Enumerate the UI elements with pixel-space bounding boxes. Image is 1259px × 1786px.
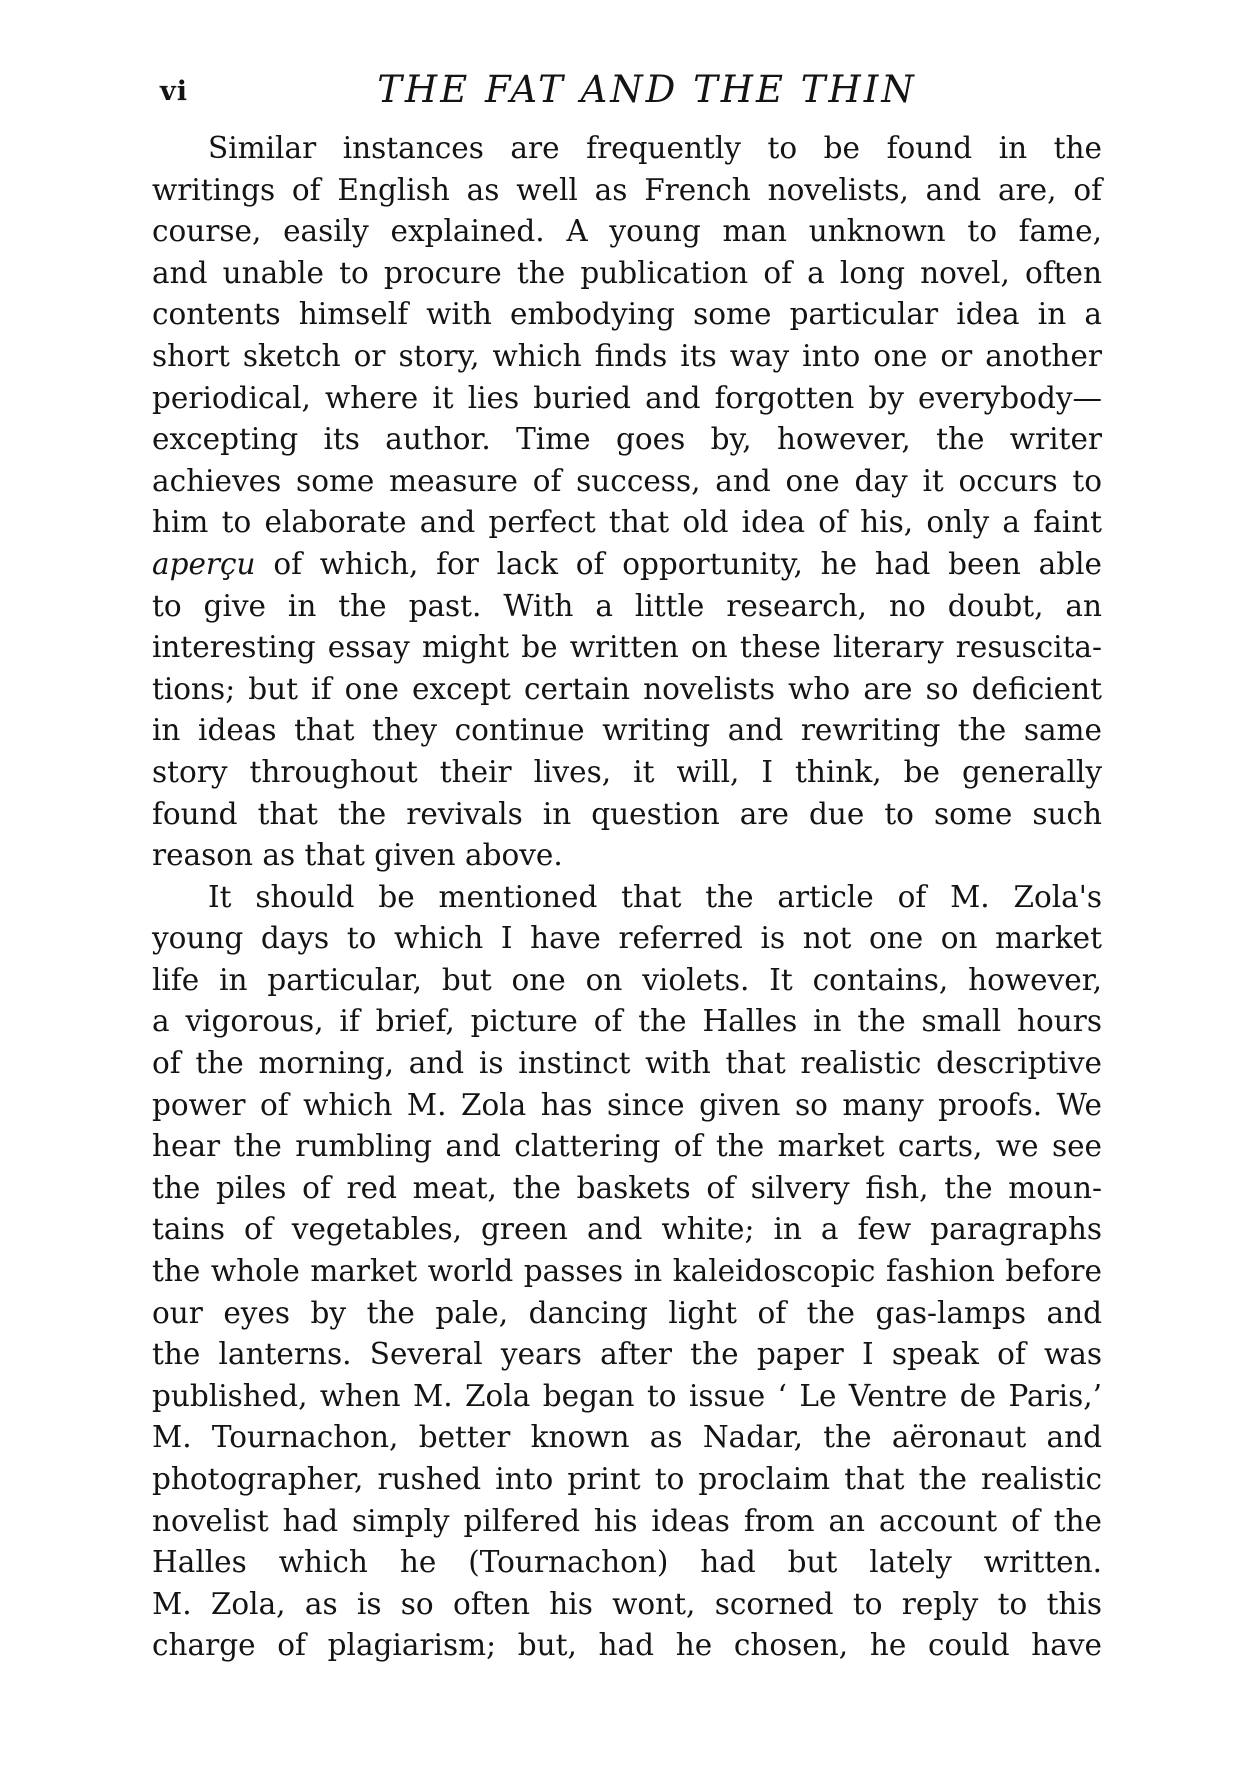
- text-line: and unable to procure the publication of a long novel, often: [152, 255, 1102, 290]
- text-line: periodical, where it lies buried and forgotten by everybody—: [152, 380, 1102, 415]
- text-line: reason as that given above.: [152, 838, 563, 873]
- text-line: course, easily explained. A young man unknown to fame,: [152, 214, 1102, 249]
- text-line: young days to which I have referred is not one on market: [152, 921, 1102, 956]
- paragraph-1: [152, 128, 1102, 877]
- text-line: tains of vegetables, green and white; in a few paragraphs: [152, 1212, 1102, 1247]
- text-line-with-italic: [152, 544, 1102, 586]
- text-line: the piles of red meat, the baskets of silvery fish, the moun-: [152, 1170, 1102, 1205]
- text-line: published, when M. Zola began to issue ‘ Le Ventre de Paris,’: [152, 1378, 1102, 1413]
- text-line: writings of English as well as French novelists, and are, of: [152, 172, 1102, 207]
- paragraph-2: [152, 877, 1102, 1667]
- text-line: It should be mentioned that the article of M. Zola's: [208, 879, 1102, 914]
- text-line: of the morning, and is instinct with that realistic descriptive: [152, 1046, 1102, 1081]
- text-line: interesting essay might be written on these literary resuscita-: [152, 630, 1102, 665]
- italic-word: aperçu: [152, 546, 256, 581]
- text-line: found that the revivals in question are due to some such: [152, 796, 1102, 831]
- text-line: him to elaborate and perfect that old idea of his, only a faint: [152, 505, 1102, 540]
- text-line: novelist had simply pilfered his ideas from an account of the: [152, 1503, 1102, 1538]
- text-line: power of which M. Zola has since given so many proofs. We: [152, 1087, 1102, 1122]
- text-line: short sketch or story, which finds its way into one or another: [152, 338, 1102, 373]
- text-line: charge of plagiarism; but, had he chosen, he could have: [152, 1628, 1102, 1663]
- text-line: the whole market world passes in kaleidoscopic fashion before: [152, 1254, 1102, 1289]
- text-line: photographer, rushed into print to proclaim that the realistic: [152, 1462, 1102, 1496]
- text-line: Similar instances are frequently to be found in the: [208, 131, 1102, 165]
- body-text: [152, 128, 1102, 1667]
- text-line: our eyes by the pale, dancing light of the gas-lamps and: [152, 1295, 1102, 1330]
- page-header: [152, 64, 1102, 118]
- text-line: contents himself with embodying some particular idea in a: [152, 297, 1102, 332]
- text-line: Halles which he (Tournachon) had but lately written.: [152, 1545, 1102, 1580]
- text-line: M. Tournachon, better known as Nadar, the aëronaut and: [152, 1420, 1102, 1455]
- text-line: story throughout their lives, it will, I think, be generally: [152, 754, 1102, 789]
- running-title: THE FAT AND THE THIN: [377, 68, 917, 111]
- text-line: in ideas that they continue writing and rewriting the same: [152, 713, 1102, 748]
- text-line: achieves some measure of success, and one day it occurs to: [152, 463, 1102, 498]
- text-line-rest: of which, for lack of opportunity, he had been able: [273, 546, 1102, 581]
- text-line: excepting its author. Time goes by, however, the writer: [152, 422, 1102, 457]
- text-line: life in particular, but one on violets. It contains, however,: [152, 962, 1102, 997]
- text-line: M. Zola, as is so often his wont, scorned to reply to this: [152, 1586, 1102, 1621]
- page-number: vi: [160, 76, 188, 107]
- text-line: to give in the past. With a little research, no doubt, an: [152, 588, 1102, 623]
- text-line: the lanterns. Several years after the paper I speak of was: [152, 1337, 1102, 1372]
- text-line: tions; but if one except certain novelists who are so deficient: [152, 671, 1102, 706]
- text-line: a vigorous, if brief, picture of the Halles in the small hours: [152, 1004, 1102, 1039]
- text-line: hear the rumbling and clattering of the market carts, we see: [152, 1129, 1102, 1164]
